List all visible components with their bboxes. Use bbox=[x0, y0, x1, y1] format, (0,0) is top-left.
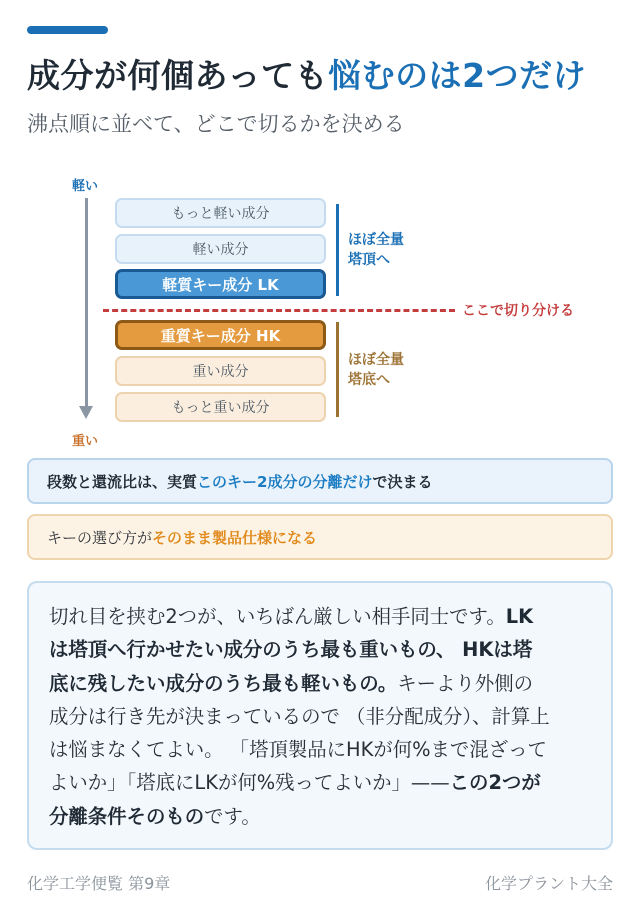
text-span: キーより外側の bbox=[397, 671, 533, 695]
component-light: 軽い成分 bbox=[115, 234, 326, 264]
arrow-down-icon bbox=[79, 406, 93, 419]
axis-top-label: 軽い bbox=[72, 179, 99, 194]
page-title bbox=[27, 50, 586, 97]
distillate-bracket bbox=[336, 204, 339, 296]
component-heavy: 重い成分 bbox=[115, 356, 326, 386]
component-heavy-key: 重質キー成分 HK bbox=[115, 320, 326, 350]
accent-bar bbox=[27, 26, 108, 34]
note1-prefix: 段数と還流比は、実質 bbox=[47, 472, 198, 491]
page-subtitle: 沸点順に並べて、どこで切るかを決める bbox=[27, 112, 405, 136]
explanation-line bbox=[49, 733, 591, 766]
explanation-line bbox=[49, 633, 591, 666]
component-heavier: もっと重い成分 bbox=[115, 392, 326, 422]
distillate-label-line2: 塔頂へ bbox=[348, 252, 390, 268]
text-span: は悩まなくてよい。 「塔頂製品にHKが何%まで混ざって bbox=[49, 738, 547, 762]
bottoms-label bbox=[348, 350, 404, 390]
bottoms-bracket bbox=[336, 322, 339, 417]
bold-span: この2つが bbox=[449, 771, 541, 795]
title-highlight: 悩むのは2つだけ bbox=[328, 56, 587, 95]
cut-label: ここで切り分ける bbox=[462, 303, 574, 319]
explanation-line bbox=[49, 800, 591, 833]
product-spec-note bbox=[27, 514, 613, 560]
footer-source: 化学工学便覧 第9章 bbox=[27, 874, 171, 893]
text-span: よいか」「塔底にLKが何%残ってよいか」—— bbox=[49, 771, 450, 795]
component-lighter: もっと軽い成分 bbox=[115, 198, 326, 228]
note1-suffix: で決まる bbox=[372, 472, 433, 491]
bold-span: は塔頂へ行かせたい成分のうち最も重いもの、 HKは塔 bbox=[49, 638, 533, 662]
explanation-text bbox=[49, 600, 591, 833]
note1-highlight: このキー2成分の分離だけ bbox=[197, 472, 373, 491]
footer-brand: 化学プラント大全 bbox=[484, 874, 613, 893]
component-light-key: 軽質キー成分 LK bbox=[115, 269, 326, 299]
explanation-line bbox=[49, 600, 591, 633]
text-span: 切れ目を挟む2つが、いちばん厳しい相手同士です。 bbox=[49, 605, 506, 628]
explanation-line bbox=[49, 766, 591, 799]
cut-line bbox=[103, 309, 455, 312]
title-part1: 成分が何個あっても bbox=[27, 56, 329, 95]
bold-span: 分離条件そのもの bbox=[49, 804, 205, 828]
bold-span: 底に残したい成分のうち最も軽いもの。 bbox=[49, 671, 398, 695]
text-span: 成分は行き先が決まっているので （非分配成分）、計算上 bbox=[49, 704, 550, 728]
explanation-box bbox=[27, 581, 613, 850]
text-span: です。 bbox=[204, 804, 261, 828]
axis-bottom-label: 重い bbox=[72, 434, 99, 449]
bold-span: LK bbox=[505, 605, 534, 628]
bottoms-label-line1: ほぼ全量 bbox=[348, 352, 404, 368]
explanation-line bbox=[49, 667, 591, 700]
explanation-line bbox=[49, 700, 591, 733]
bottoms-label-line2: 塔底へ bbox=[348, 372, 390, 388]
volatility-axis bbox=[85, 198, 88, 410]
note2-highlight: そのまま製品仕様になる bbox=[152, 528, 318, 547]
distillate-label bbox=[348, 230, 404, 270]
note2-prefix: キーの選び方が bbox=[47, 528, 153, 547]
distillate-label-line1: ほぼ全量 bbox=[348, 232, 404, 248]
key-separation-note bbox=[27, 458, 613, 504]
